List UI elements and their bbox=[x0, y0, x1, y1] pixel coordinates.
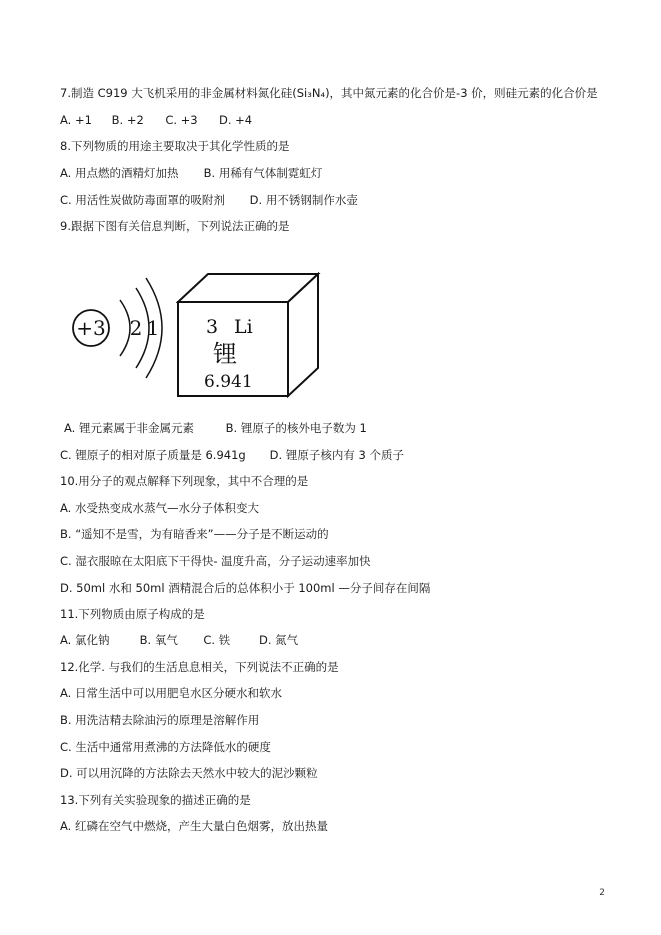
q9-options-row2 bbox=[60, 448, 404, 462]
q9-option-c: C. 锂原子的相对原子质量是 6.941g bbox=[60, 448, 246, 462]
q9-option-d: D. 锂原子核内有 3 个质子 bbox=[269, 448, 404, 462]
q8-option-b: B. 用稀有气体制霓虹灯 bbox=[203, 166, 323, 180]
element-number: 3 bbox=[206, 316, 219, 338]
q7-option-b: B. +2 bbox=[111, 113, 144, 127]
q8-stem: 8.下列物质的用途主要取决于其化学性质的是 bbox=[60, 139, 290, 153]
q11-option-a: A. 氯化钠 bbox=[60, 633, 110, 647]
q13-option-a: A. 红磷在空气中燃烧，产生大量白色烟雾，放出热量 bbox=[60, 819, 328, 833]
q10-option-a: A. 水受热变成水蒸气—水分子体积变大 bbox=[60, 501, 259, 515]
q8-options-row2 bbox=[60, 193, 358, 207]
q10-option-b: B. “遥知不是雪，为有暗香来”——分子是不断运动的 bbox=[60, 527, 329, 541]
q13-stem: 13.下列有关实验现象的描述正确的是 bbox=[60, 793, 251, 807]
nucleus-charge: +3 bbox=[76, 316, 106, 340]
q12-stem: 12.化学. 与我们的生活息息相关，下列说法不正确的是 bbox=[60, 660, 339, 674]
q9-option-b: B. 锂原子的核外电子数为 1 bbox=[225, 421, 367, 435]
q12-option-c: C. 生活中通常用煮沸的方法降低水的硬度 bbox=[60, 740, 271, 754]
q7-options bbox=[60, 113, 252, 127]
q10-option-c: C. 湿衣服晾在太阳底下干得快- 温度升高，分子运动速率加快 bbox=[60, 554, 371, 568]
q12-option-b: B. 用洗洁精去除油污的原理是溶解作用 bbox=[60, 713, 260, 727]
q11-option-d: D. 氮气 bbox=[258, 633, 299, 647]
atom-structure-diagram bbox=[68, 262, 168, 392]
q11-options bbox=[60, 633, 298, 647]
q11-stem: 11.下列物质由原子构成的是 bbox=[60, 607, 205, 621]
q7-stem: 7.制造 C919 大飞机采用的非金属材料氮化硅(Si₃N₄)，其中氮元素的化合价是-3 价，则硅元素的化合价是 bbox=[60, 86, 598, 100]
q12-option-d: D. 可以用沉降的方法除去天然水中较大的泥沙颗粒 bbox=[60, 766, 318, 780]
element-symbol: Li bbox=[234, 316, 253, 338]
q8-option-c: C. 用活性炭做防毒面罩的吸附剂 bbox=[60, 193, 225, 207]
q10-option-d: D. 50ml 水和 50ml 酒精混合后的总体积小于 100ml —分子间存在间隔 bbox=[60, 581, 431, 595]
q7-option-d: D. +4 bbox=[218, 113, 253, 127]
element-name: 锂 bbox=[213, 340, 237, 368]
q7-option-a: A. +1 bbox=[60, 113, 92, 127]
q9-options-row1 bbox=[64, 421, 367, 435]
page-number: 2 bbox=[599, 888, 605, 898]
q10-stem: 10.用分子的观点解释下列现象，其中不合理的是 bbox=[60, 474, 309, 488]
q11-option-b: B. 氧气 bbox=[139, 633, 178, 647]
q11-option-c: C. 铁 bbox=[203, 633, 231, 647]
q8-option-d: D. 用不锈钢制作水壶 bbox=[249, 193, 358, 207]
shell-1-electrons: 2 bbox=[129, 316, 143, 340]
q8-options-row1 bbox=[60, 166, 322, 180]
shell-2-electrons: 1 bbox=[146, 316, 160, 340]
q8-option-a: A. 用点燃的酒精灯加热 bbox=[60, 166, 179, 180]
q7-option-c: C. +3 bbox=[165, 113, 198, 127]
q9-option-a: A. 锂元素属于非金属元素 bbox=[64, 421, 194, 435]
electron-shell-1 bbox=[120, 300, 130, 356]
element-cube bbox=[176, 270, 321, 400]
q12-option-a: A. 日常生活中可以用肥皂水区分硬水和软水 bbox=[60, 686, 282, 700]
q9-stem: 9.跟据下图有关信息判断，下列说法正确的是 bbox=[60, 219, 290, 233]
atomic-mass: 6.941 bbox=[204, 372, 253, 392]
